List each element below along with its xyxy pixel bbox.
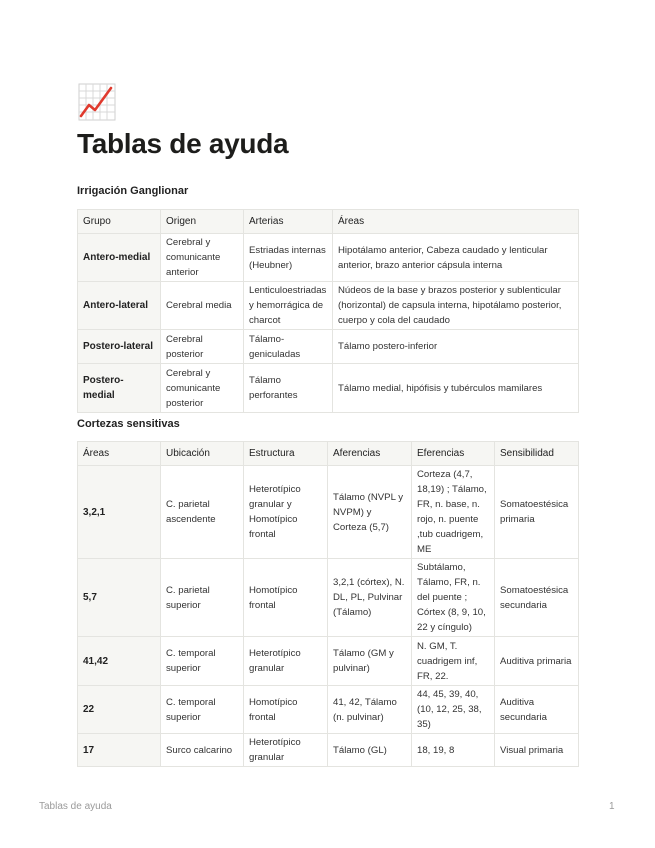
sensory-cortex-table: [77, 441, 579, 767]
table-cell: Cerebral media: [161, 282, 244, 330]
table-cell: Tálamo (GM y pulvinar): [328, 637, 412, 686]
section-heading-irrigacion: Irrigación Ganglionar: [77, 185, 189, 197]
table-cell: 3,2,1 (córtex), N. DL, PL, Pulvinar (Tálamo): [328, 559, 412, 637]
table-cell: Subtálamo, Tálamo, FR, n. del puente ; Córtex (8, 9, 10, 22 y cíngulo): [412, 559, 495, 637]
table-cell: Somatoestésica secundaria: [495, 559, 579, 637]
footer-document-title: Tablas de ayuda: [39, 801, 112, 812]
table-cell: Homotípico frontal: [244, 559, 328, 637]
table-cell: Visual primaria: [495, 734, 579, 767]
table-cell: Cerebral y comunicante posterior: [161, 364, 244, 413]
row-header: 3,2,1: [78, 466, 161, 559]
row-header: Postero-lateral: [78, 330, 161, 364]
table-cell: Tálamo medial, hipófisis y tubérculos mamilares: [333, 364, 579, 413]
column-header: Estructura: [244, 442, 328, 466]
table-row: [78, 734, 579, 767]
table-cell: C. temporal superior: [161, 686, 244, 734]
table-cell: Hipotálamo anterior, Cabeza caudado y lenticular anterior, brazo anterior cápsula interna: [333, 234, 579, 282]
table-cell: Surco calcarino: [161, 734, 244, 767]
column-header: Sensibilidad: [495, 442, 579, 466]
column-header: Áreas: [333, 210, 579, 234]
table-cell: Corteza (4,7, 18,19) ; Tálamo, FR, n. base, n. rojo, n. puente ,tub cuadrigem, ME: [412, 466, 495, 559]
table-cell: Heterotípico granular y Homotípico frontal: [244, 466, 328, 559]
table-cell: Homotípico frontal: [244, 686, 328, 734]
column-header: Ubicación: [161, 442, 244, 466]
table-cell: Cerebral y comunicante anterior: [161, 234, 244, 282]
table-cell: Núdeos de la base y brazos posterior y sublenticular (horizontal) de capsula interna, hipotálamo posterior, cuerpo y cola del caudado: [333, 282, 579, 330]
table-row: [78, 466, 579, 559]
page-title: Tablas de ayuda: [77, 128, 289, 159]
table-cell: Tálamo-geniculadas: [244, 330, 333, 364]
column-header: Áreas: [78, 442, 161, 466]
section-heading-cortezas: Cortezas sensitivas: [77, 418, 180, 430]
table-cell: C. parietal ascendente: [161, 466, 244, 559]
table-row: [78, 559, 579, 637]
row-header: 17: [78, 734, 161, 767]
table-cell: Estriadas internas (Heubner): [244, 234, 333, 282]
row-header: Antero-medial: [78, 234, 161, 282]
table-cell: Tálamo perforantes: [244, 364, 333, 413]
column-header: Arterias: [244, 210, 333, 234]
table-cell: Lenticuloestriadas y hemorrágica de charcot: [244, 282, 333, 330]
chart-increasing-icon: [78, 83, 116, 121]
table-cell: N. GM, T. cuadrigem inf, FR, 22.: [412, 637, 495, 686]
table-header-row: [78, 442, 579, 466]
table-cell: 18, 19, 8: [412, 734, 495, 767]
table-cell: Cerebral posterior: [161, 330, 244, 364]
table-cell: 41, 42, Tálamo (n. pulvinar): [328, 686, 412, 734]
column-header: Origen: [161, 210, 244, 234]
table-cell: Tálamo (NVPL y NVPM) y Corteza (5,7): [328, 466, 412, 559]
table-cell: 44, 45, 39, 40, (10, 12, 25, 38, 35): [412, 686, 495, 734]
table-cell: Auditiva primaria: [495, 637, 579, 686]
column-header: Aferencias: [328, 442, 412, 466]
column-header: Grupo: [78, 210, 161, 234]
table-row: [78, 282, 579, 330]
table-cell: C. parietal superior: [161, 559, 244, 637]
table-cell: Auditiva secundaria: [495, 686, 579, 734]
table-cell: C. temporal superior: [161, 637, 244, 686]
table-cell: Tálamo postero-inferior: [333, 330, 579, 364]
table-cell: Heterotípico granular: [244, 637, 328, 686]
table-row: [78, 330, 579, 364]
table-header-row: [78, 210, 579, 234]
table-row: [78, 234, 579, 282]
table-cell: Tálamo (GL): [328, 734, 412, 767]
footer-page-number: 1: [609, 801, 615, 812]
row-header: Antero-lateral: [78, 282, 161, 330]
row-header: Postero-medial: [78, 364, 161, 413]
table-cell: Heterotípico granular: [244, 734, 328, 767]
row-header: 22: [78, 686, 161, 734]
table-row: [78, 637, 579, 686]
table-row: [78, 364, 579, 413]
row-header: 41,42: [78, 637, 161, 686]
row-header: 5,7: [78, 559, 161, 637]
table-cell: Somatoestésica primaria: [495, 466, 579, 559]
table-row: [78, 686, 579, 734]
irrigation-table: [77, 209, 579, 413]
column-header: Eferencias: [412, 442, 495, 466]
